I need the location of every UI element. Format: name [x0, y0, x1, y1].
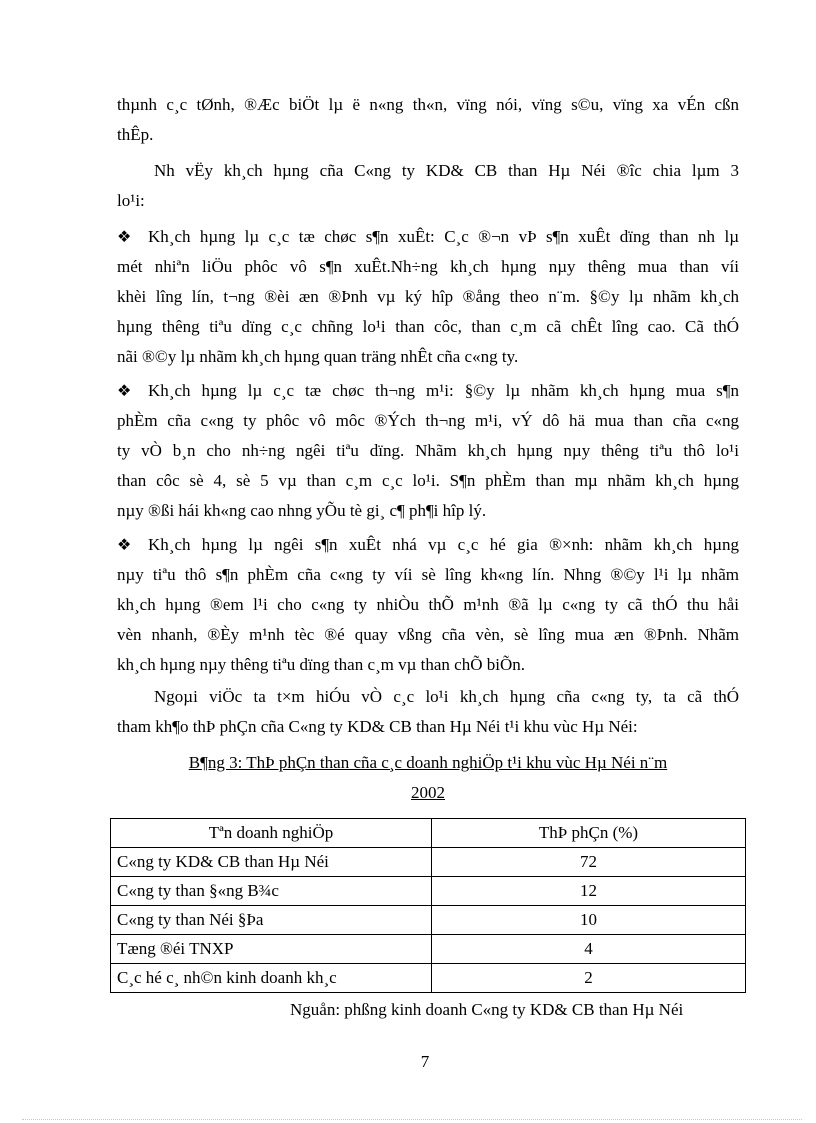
text-line: ty vÒ b¸n cho nh÷ng ngêi tiªu dïng. Nhãm kh¸ch hµng nµy thêng tiªu thô lo¹i	[117, 441, 739, 460]
table-row	[111, 964, 746, 993]
text-line: Nh vËy kh¸ch hµng cña C«ng ty KD& CB than Hµ Néi ®îc chia lµm 3	[154, 161, 739, 180]
table-row	[111, 848, 746, 877]
paragraph-continuation	[117, 90, 739, 150]
text-line: than côc sè 4, sè 5 vµ than c¸m c¸c lo¹i. S¶n phÈm than mµ nhãm kh¸ch hµng	[117, 471, 739, 490]
company-cell: C«ng ty KD& CB than Hµ Néi	[111, 848, 432, 877]
text-line: tham kh¶o thÞ phÇn cña C«ng ty KD& CB than Hµ Néi t¹i khu vùc Hµ Néi:	[117, 717, 638, 736]
company-cell: Tæng ®éi TNXP	[111, 935, 432, 964]
paragraph-customer-types-intro	[117, 156, 739, 216]
text-line: kh¸ch hµng ®em l¹i cho c«ng ty nhiÒu thÕ m¹nh ®ã lµ c«ng ty cã thÓ thu håi	[117, 595, 739, 614]
share-cell: 2	[432, 964, 746, 993]
share-cell: 10	[432, 906, 746, 935]
text-line: khèi lîng lín, t¬ng ®èi æn ®Þnh vµ ký hîp ®ång theo n¨m. §©y lµ nhãm kh¸ch	[117, 287, 739, 306]
footer-divider	[22, 1119, 802, 1120]
company-cell: C«ng ty than §«ng B¾c	[111, 877, 432, 906]
table-header-row	[111, 819, 746, 848]
text-line: thµnh c¸c tØnh, ®Æc biÖt lµ ë n«ng th«n, vïng nói, vïng s©u, vïng xa vÉn cßn	[117, 95, 739, 114]
text-line: vèn nhanh, ®Èy m¹nh tèc ®é quay vßng cña vèn, sè lîng mua æn ®Þnh. Nhãm	[117, 625, 739, 644]
text-line: nµy tiªu thô s¶n phÈm cña c«ng ty víi sè lîng kh«ng lín. Nhng ®©y l¹i lµ nhãm	[117, 565, 739, 584]
text-line: mét nhiªn liÖu phôc vô s¶n xuÊt.Nh÷ng kh¸ch hµng nµy thêng mua than víi	[117, 257, 739, 276]
bullet-production-organizations	[117, 222, 739, 372]
table-row	[111, 906, 746, 935]
text-line: lo¹i:	[117, 191, 145, 210]
text-line: Kh¸ch hµng lµ ngêi s¶n xuÊt nhá vµ c¸c hé gia ®×nh: nhãm kh¸ch hµng	[148, 535, 739, 554]
diamond-bullet-icon: ❖	[117, 535, 132, 554]
market-share-table	[110, 818, 746, 993]
table-caption	[117, 748, 739, 808]
text-line: nµy ®ßi hái kh«ng cao nhng yÕu tè gi¸ c¶ ph¶i hîp lý.	[117, 501, 487, 520]
share-cell: 12	[432, 877, 746, 906]
table-caption-year: 2002	[411, 783, 445, 802]
text-line: Kh¸ch hµng lµ c¸c tæ chøc s¶n xuÊt: C¸c ®¬n vÞ s¶n xuÊt dïng than nh lµ	[148, 227, 739, 246]
text-line: phÈm cña c«ng ty phôc vô môc ®Ých th¬ng m¹i, vÝ dô hä mua than cña c«ng	[117, 411, 739, 430]
text-line: thÊp.	[117, 125, 154, 144]
bullet-trading-organizations	[117, 376, 739, 526]
company-cell: C«ng ty than Néi §Þa	[111, 906, 432, 935]
table-source-note: Nguån: phßng kinh doanh C«ng ty KD& CB than Hµ Néi	[290, 1000, 684, 1019]
text-line: hµng thêng tiªu dïng c¸c chñng lo¹i than côc, than c¸m cã chÊt lîng cao. Cã thÓ	[117, 317, 739, 336]
bullet-small-producers-households	[117, 530, 739, 680]
column-header-market-share: ThÞ phÇn (%)	[432, 819, 746, 848]
text-line: nãi ®©y lµ nhãm kh¸ch hµng quan träng nhÊt cña c«ng ty.	[117, 347, 519, 366]
text-line: Kh¸ch hµng lµ c¸c tæ chøc th¬ng m¹i: §©y lµ nhãm kh¸ch hµng mua s¶n	[148, 381, 739, 400]
share-cell: 4	[432, 935, 746, 964]
text-line: kh¸ch hµng nµy thêng tiªu dïng than c¸m vµ than chÕ biÕn.	[117, 655, 526, 674]
table-caption-line: B¶ng 3: ThÞ phÇn than cña c¸c doanh nghiÖp t¹i khu vùc Hµ Néi n¨m	[188, 753, 668, 772]
company-cell: C¸c hé c¸ nh©n kinh doanh kh¸c	[111, 964, 432, 993]
text-line: Ngoµi viÖc ta t×m hiÓu vÒ c¸c lo¹i kh¸ch hµng cña c«ng ty, ta cã thÓ	[154, 687, 739, 706]
table-row	[111, 877, 746, 906]
diamond-bullet-icon: ❖	[117, 227, 132, 246]
table-row	[111, 935, 746, 964]
page-number: 7	[420, 1052, 430, 1071]
share-cell: 72	[432, 848, 746, 877]
paragraph-market-share-intro	[117, 682, 739, 742]
diamond-bullet-icon: ❖	[117, 381, 132, 400]
column-header-company: Tªn doanh nghiÖp	[111, 819, 432, 848]
